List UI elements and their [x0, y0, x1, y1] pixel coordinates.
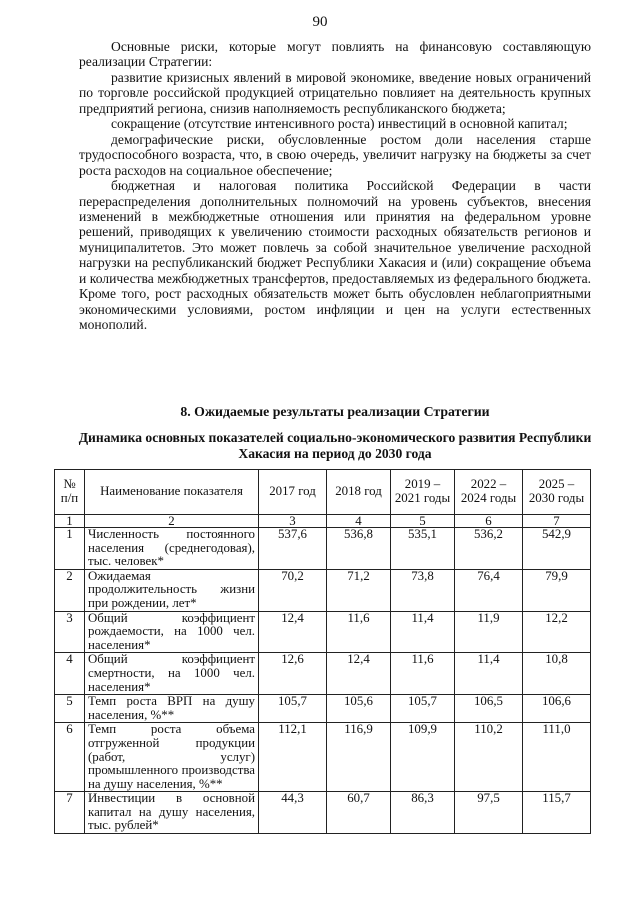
value-2018: 71,2	[327, 569, 391, 611]
value-2025-2030: 111,0	[523, 723, 591, 792]
column-header: 2018 год	[327, 470, 391, 515]
row-number: 1	[55, 528, 85, 570]
table-row	[55, 723, 591, 792]
value-2018: 536,8	[327, 528, 391, 570]
value-2022-2024: 110,2	[455, 723, 523, 792]
value-2022-2024: 11,4	[455, 653, 523, 695]
value-2017: 12,4	[259, 611, 327, 653]
paragraph: демографические риски, обусловленные ростом доли населения старше трудоспособного возраста, что, в свою очередь, увеличит нагрузку на бюджеты за счет роста расходов на социальное обеспечение;	[79, 131, 591, 178]
page-number: 90	[312, 14, 328, 30]
table-header-row	[55, 470, 591, 515]
indicator-name: Общий коэффициент рождаемости, на 1000 чел. населения*	[85, 611, 259, 653]
section-heading: 8. Ожидаемые результаты реализации Стратегии	[180, 404, 490, 419]
value-2018: 116,9	[327, 723, 391, 792]
table-row	[55, 792, 591, 834]
column-header: 2017 год	[259, 470, 327, 515]
row-number: 3	[55, 611, 85, 653]
value-2017: 44,3	[259, 792, 327, 834]
column-number: 2	[85, 515, 259, 528]
value-2019-2021: 86,3	[391, 792, 455, 834]
value-2019-2021: 11,4	[391, 611, 455, 653]
column-number: 1	[55, 515, 85, 528]
table-row	[55, 569, 591, 611]
paragraph: развитие кризисных явлений в мировой экономике, введение новых ограничений по торговле российской продукцией отрицательно повлияет на деятельность крупных предприятий региона, снизив наполняемость республиканского бюджета;	[79, 69, 591, 116]
table-title: Динамика основных показателей социально-экономического развития Республики Хакасия на период до 2030 года	[78, 430, 592, 461]
indicator-name: Общий коэффициент смертности, на 1000 чел. населения*	[85, 653, 259, 695]
value-2022-2024: 97,5	[455, 792, 523, 834]
value-2017: 12,6	[259, 653, 327, 695]
value-2017: 105,7	[259, 695, 327, 723]
indicators-table	[54, 469, 591, 834]
table-row	[55, 653, 591, 695]
value-2018: 11,6	[327, 611, 391, 653]
column-number: 6	[455, 515, 523, 528]
value-2025-2030: 106,6	[523, 695, 591, 723]
paragraph: бюджетная и налоговая политика Российской Федерации в части перераспределения дополнительных полномочий на уровень субъектов, внесения изменений в межбюджетные отношения или принятия на федеральном уровне решений, приводящих к увеличению стоимости расходных обязательств регионов и муниципалитетов. Это может повлечь за собой значительное увеличение расходной нагрузки на республиканский бюджет Республики Хакасия и (или) сокращение объема и количества межбюджетных трансфертов, предоставляемых из федерального бюджета. Кроме того, рост расходных обязательств может быть обусловлен неблагоприятными экономическими условиями, ростом инфляции и цен на услуги естественных монополий.	[79, 178, 591, 333]
indicator-name: Численность постоянного населения (среднегодовая), тыс. человек*	[85, 528, 259, 570]
paragraph: Основные риски, которые могут повлиять на финансовую составляющую реализации Стратегии:	[79, 39, 591, 70]
column-number: 7	[523, 515, 591, 528]
value-2018: 105,6	[327, 695, 391, 723]
value-2017: 537,6	[259, 528, 327, 570]
value-2022-2024: 11,9	[455, 611, 523, 653]
value-2025-2030: 79,9	[523, 569, 591, 611]
column-header: 2025 – 2030 годы	[523, 470, 591, 515]
column-number-row	[55, 515, 591, 528]
row-number: 2	[55, 569, 85, 611]
row-number: 6	[55, 723, 85, 792]
column-number: 5	[391, 515, 455, 528]
risk-text	[79, 39, 591, 333]
row-number: 7	[55, 792, 85, 834]
indicator-name: Инвестиции в основной капитал на душу населения, тыс. рублей*	[85, 792, 259, 834]
value-2022-2024: 106,5	[455, 695, 523, 723]
value-2025-2030: 115,7	[523, 792, 591, 834]
value-2022-2024: 536,2	[455, 528, 523, 570]
table-row	[55, 695, 591, 723]
value-2019-2021: 11,6	[391, 653, 455, 695]
value-2019-2021: 73,8	[391, 569, 455, 611]
column-header: 2019 – 2021 годы	[391, 470, 455, 515]
row-number: 5	[55, 695, 85, 723]
table-row	[55, 528, 591, 570]
column-number: 3	[259, 515, 327, 528]
value-2017: 70,2	[259, 569, 327, 611]
column-header: 2022 – 2024 годы	[455, 470, 523, 515]
row-number: 4	[55, 653, 85, 695]
column-header: Наименование показателя	[85, 470, 259, 515]
paragraph: сокращение (отсутствие интенсивного роста) инвестиций в основной капитал;	[111, 116, 568, 132]
value-2022-2024: 76,4	[455, 569, 523, 611]
column-header: № п/п	[55, 470, 85, 515]
value-2019-2021: 535,1	[391, 528, 455, 570]
indicator-name: Ожидаемая продолжительность жизни при рождении, лет*	[85, 569, 259, 611]
indicator-name: Темп роста ВРП на душу населения, %**	[85, 695, 259, 723]
value-2019-2021: 109,9	[391, 723, 455, 792]
value-2025-2030: 12,2	[523, 611, 591, 653]
column-number: 4	[327, 515, 391, 528]
value-2019-2021: 105,7	[391, 695, 455, 723]
value-2017: 112,1	[259, 723, 327, 792]
table-row	[55, 611, 591, 653]
indicator-name: Темп роста объема отгруженной продукции (работ, услуг) промышленного производства на душу населения, %**	[85, 723, 259, 792]
value-2018: 60,7	[327, 792, 391, 834]
value-2025-2030: 10,8	[523, 653, 591, 695]
value-2025-2030: 542,9	[523, 528, 591, 570]
value-2018: 12,4	[327, 653, 391, 695]
